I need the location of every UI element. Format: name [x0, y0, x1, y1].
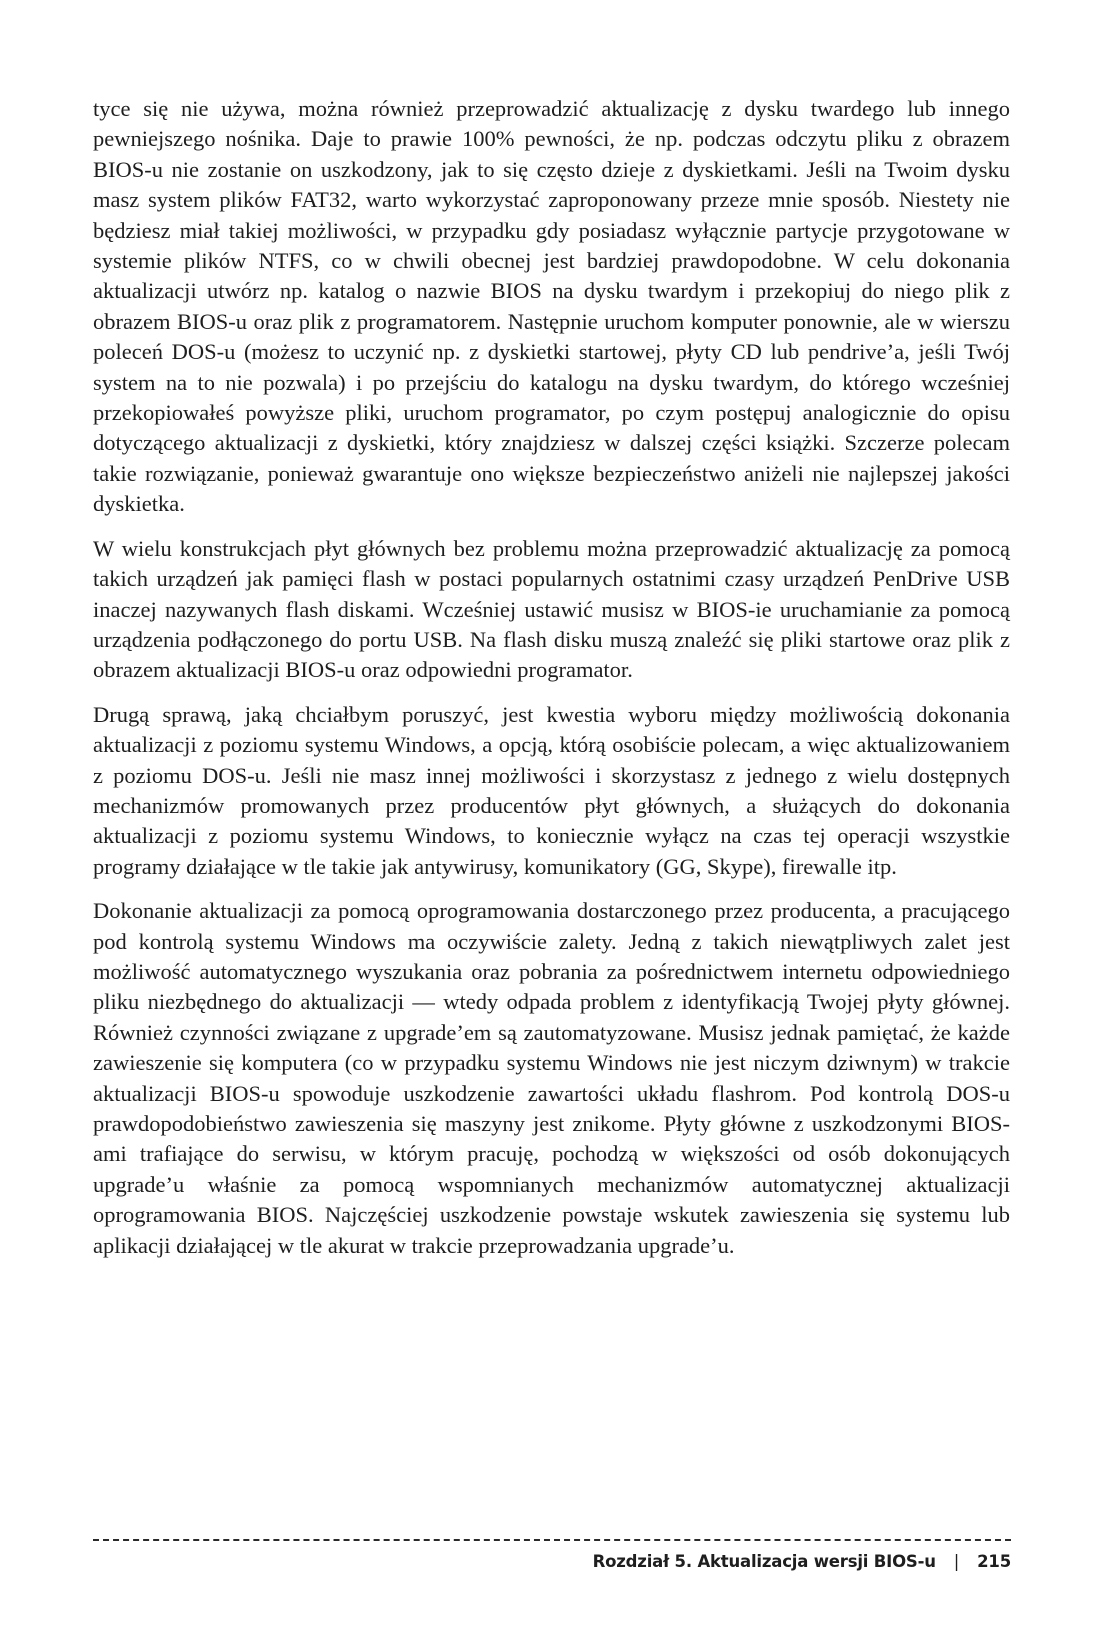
body-text	[93, 94, 1010, 1275]
paragraph-1: tyce się nie używa, można również przeprowadzić aktualizację z dysku twardego lub innego pewniejszego nośnika. Daje to prawie 100% pewności, że np. podczas odczytu pliku z obrazem BIOS-u nie zostanie on uszkodzony, jak to się często dzieje z dyskietkami. Jeśli na Twoim dysku masz system plików FAT32, warto wykorzystać zaproponowany przeze mnie sposób. Niestety nie będziesz miał takiej możliwości, w przypadku gdy posiadasz wyłącznie partycje przygotowane w systemie plików NTFS, co w chwili obecnej jest bardziej prawdopodobne. W celu dokonania aktualizacji utwórz np. katalog o nazwie BIOS na dysku twardym i przekopiuj do niego plik z obrazem BIOS-u oraz plik z programatorem. Następnie uruchom komputer ponownie, ale w wierszu poleceń DOS-u (możesz to uczynić np. z dyskietki startowej, płyty CD lub pendrive’a, jeśli Twój system na to nie pozwala) i po przejściu do katalogu na dysku twardym, do którego wcześniej przekopiowałeś powyższe pliki, uruchom programator, po czym postępuj analogicznie do opisu dotyczącego aktualizacji z dyskietki, który znajdziesz w dalszej części książki. Szczerze polecam takie rozwiązanie, ponieważ gwarantuje ono większe bezpieczeństwo aniżeli nie najlepszej jakości dyskietka.	[93, 96, 1010, 517]
paragraph-3: Drugą sprawą, jaką chciałbym poruszyć, jest kwestia wyboru między możliwością dokonania aktualizacji z poziomu systemu Windows, a opcją, którą osobiście polecam, a więc aktualizowaniem z poziomu DOS-u. Jeśli nie masz innej możliwości i skorzystasz z jednego z wielu dostępnych mechanizmów promowanych przez producentów płyt głównych, a służących do dokonania aktualizacji z poziomu systemu Windows, to koniecznie wyłącz na czas tej operacji wszystkie programy działające w tle takie jak antywirusy, komunikatory (GG, Skype), firewalle itp.	[93, 701, 1010, 879]
footer-divider	[93, 1539, 1011, 1541]
running-footer	[593, 1552, 1011, 1571]
paragraph-4: Dokonanie aktualizacji za pomocą oprogramowania dostarczonego przez producenta, a pracującego pod kontrolą systemu Windows ma oczywiście zalety. Jedną z takich niewątpliwych zalet jest możliwość automatycznego wyszukania oraz pobrania za pośrednictwem internetu odpowiedniego pliku niezbędnego do aktualizacji — wtedy odpada problem z identyfikacją Twojej płyty głównej. Również czynności związane z upgrade’em są zautomatyzowane. Musisz jednak pamiętać, że każde zawieszenie się komputera (co w przypadku systemu Windows nie jest niczym dziwnym) w trakcie aktualizacji BIOS-u spowoduje uszkodzenie zawartości układu flashrom. Pod kontrolą DOS-u prawdopodobieństwo zawieszenia się maszyny jest znikome. Płyty główne z uszkodzonymi BIOS-ami trafiające do serwisu, w którym pracuję, pochodzą w większości od osób dokonujących upgrade’u właśnie za pomocą wspomnianych mechanizmów automatycznej aktualizacji oprogramowania BIOS. Najczęściej uszkodzenie powstaje wskutek zawieszenia się systemu lub aplikacji działającej w tle akurat w trakcie przeprowadzania upgrade’u.	[93, 898, 1010, 1258]
page-number: 215	[977, 1552, 1011, 1571]
footer-separator: |	[953, 1552, 960, 1571]
chapter-title: Rozdział 5. Aktualizacja wersji BIOS-u	[592, 1552, 936, 1571]
paragraph-2: W wielu konstrukcjach płyt głównych bez problemu można przeprowadzić aktualizację za pomocą takich urządzeń jak pamięci flash w postaci popularnych ostatnimi czasy urządzeń PenDrive USB inaczej nazywanych flash diskami. Wcześniej ustawić musisz w BIOS-ie uruchamianie za pomocą urządzenia podłączonego do portu USB. Na flash disku muszą znaleźć się pliki startowe oraz plik z obrazem aktualizacji BIOS-u oraz odpowiedni programator.	[93, 535, 1010, 683]
